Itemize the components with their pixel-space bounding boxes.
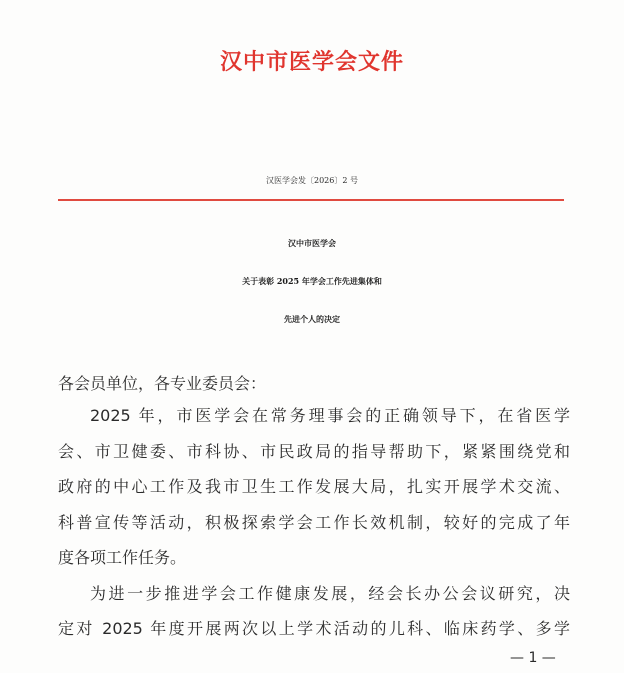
paragraph-1-line-5: 度各项工作任务。 (58, 548, 187, 567)
salutation: 各会员单位，各专业委员会： (58, 374, 267, 393)
red-divider-line (58, 199, 564, 201)
paragraph-1-line-3: 政府的中心工作及我市卫生工作发展大局，扎实开展学术交流、 (58, 477, 570, 496)
paragraph-2-line-1: 为进一步推进学会工作健康发展，经会长办公会议研究，决 (90, 584, 570, 603)
paragraph-1-line-2: 会、市卫健委、市科协、市民政局的指导帮助下，紧紧围绕党和 (58, 442, 570, 461)
page-number: — 1 — (510, 650, 556, 666)
paragraph-1-line-4: 科普宣传等活动，积极探索学会工作长效机制，较好的完成了年 (58, 513, 570, 532)
document-title-line-2: 关于表彰 2025 年学会工作先进集体和 (242, 276, 382, 286)
document-title-line-1: 汉中市医学会 (288, 238, 336, 248)
paragraph-2-line-2: 定对 2025 年度开展两次以上学术活动的儿科、临床药学、多学 (58, 619, 570, 638)
document-masthead: 汉中市医学会文件 (219, 49, 404, 75)
paragraph-1-line-1: 2025 年，市医学会在常务理事会的正确领导下，在省医学 (90, 406, 570, 425)
document-title-line-3: 先进个人的决定 (284, 314, 340, 324)
document-number: 汉医学会发〔2026〕2 号 (266, 176, 358, 185)
